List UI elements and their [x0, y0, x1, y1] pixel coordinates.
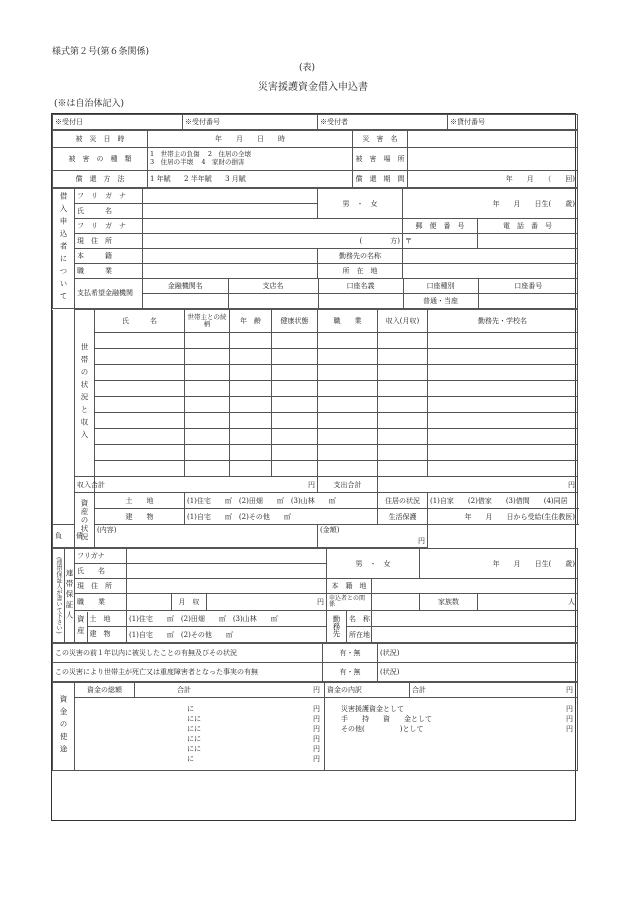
domicile-label: 本 籍	[75, 249, 143, 264]
guarantor-label: 連帯保証人	[65, 549, 75, 643]
applicant-sex[interactable]: 男 ・ 女	[318, 189, 403, 219]
cell[interactable]	[95, 461, 185, 477]
questions-table	[52, 643, 578, 682]
cell[interactable]	[230, 429, 272, 445]
account-holder-field[interactable]	[318, 294, 403, 309]
form-number: 様式第２号(第６条関係)	[52, 47, 150, 57]
postal-field[interactable]: 〒	[403, 234, 478, 249]
use-row	[77, 704, 322, 714]
cell[interactable]	[185, 333, 230, 349]
cell[interactable]	[272, 445, 318, 461]
damage-kind-options[interactable]	[148, 148, 353, 171]
welfare-label: 生活保護	[378, 509, 428, 525]
funds-breakdown-sum[interactable]	[410, 683, 578, 698]
funds-total-sum[interactable]	[135, 683, 325, 698]
building-label: 建 物	[95, 509, 185, 525]
loan-number: ※貸付番号	[448, 115, 578, 130]
guarantor-furigana-field[interactable]	[127, 549, 327, 564]
reception-date: ※受付日	[53, 115, 183, 130]
guarantor-relation-label: 申込者との関係	[327, 594, 372, 611]
table-row	[53, 365, 578, 381]
guarantor-sex[interactable]: 男 ・ 女	[327, 549, 420, 579]
guarantor-job-field[interactable]	[127, 594, 172, 611]
household-table	[52, 309, 578, 548]
cell[interactable]	[272, 333, 318, 349]
cell[interactable]	[185, 381, 230, 397]
payment-institution-label: 支払希望金融機関	[75, 279, 143, 309]
cell[interactable]	[230, 413, 272, 429]
building-field[interactable]: (1)自宅 ㎡ (2)その他 ㎡	[185, 509, 378, 525]
funds-breakdown-list[interactable]	[325, 698, 578, 771]
cell[interactable]	[185, 349, 230, 365]
question-death-disability: この災害により世帯主が死亡又は重度障害者となった事実の有無	[53, 663, 323, 682]
funds-use-label: 資金の使途	[53, 683, 75, 771]
breakdown-row: 災害援護資金として	[341, 705, 404, 713]
cell[interactable]	[378, 333, 428, 349]
use-yen: 円	[313, 725, 320, 733]
cell[interactable]	[378, 461, 428, 477]
funds-breakdown-label: 資金の内訳	[325, 683, 410, 698]
cell[interactable]	[378, 381, 428, 397]
applicant-section-continued	[53, 310, 75, 525]
guarantor-income-field[interactable]: 円	[207, 594, 327, 611]
cell[interactable]	[272, 429, 318, 445]
debt-amount-label: (金額)	[320, 526, 340, 534]
cell[interactable]	[230, 445, 272, 461]
answer-prior-disaster[interactable]: 有・無	[323, 644, 378, 663]
cell[interactable]	[185, 413, 230, 429]
debt-label: 負 債	[53, 525, 75, 548]
cell[interactable]	[272, 349, 318, 365]
use-yen: 円	[313, 755, 320, 763]
cell[interactable]	[185, 429, 230, 445]
guarantor-furigana-label: フリガナ	[75, 549, 127, 564]
col-age: 年 齢	[230, 310, 272, 333]
cell[interactable]	[272, 397, 318, 413]
use-text: に	[187, 705, 194, 713]
guarantor-asset-label: 資産	[75, 612, 87, 642]
guarantor-table	[52, 548, 578, 643]
side-label: (表)	[299, 63, 316, 73]
use-text: にに	[187, 735, 201, 743]
repay-method-label: 償 還 方 法	[53, 171, 148, 188]
residence-field[interactable]: (1)自家 (2)借家 (3)借間 (4)同居	[428, 493, 578, 509]
disaster-name-field[interactable]	[408, 131, 578, 148]
phone-field[interactable]	[478, 234, 578, 249]
account-type-field[interactable]: 普通・当座	[403, 294, 478, 309]
cell[interactable]	[272, 461, 318, 477]
guarantor-land-field[interactable]: (1)住宅 ㎡ (2)田畑 ㎡ (3)山林 ㎡	[127, 611, 327, 627]
table-row	[53, 429, 578, 445]
table-row	[53, 381, 578, 397]
residence-label: 住居の状況	[378, 493, 428, 509]
cell[interactable]	[95, 365, 185, 381]
branch-field[interactable]	[228, 294, 318, 309]
guarantor-land-label: 土 地	[87, 612, 127, 627]
table-row	[53, 461, 578, 477]
income-total-label: 収入合計	[75, 477, 95, 493]
guarantor-name-label: 氏 名	[75, 564, 127, 579]
cell[interactable]	[378, 445, 428, 461]
cell[interactable]	[230, 365, 272, 381]
use-text: にに	[187, 725, 201, 733]
applicant-furigana-label: フ リ ガ ナ	[75, 189, 143, 204]
guarantor-domicile-field[interactable]	[372, 579, 578, 594]
method-monthly: 3 月賦	[225, 175, 246, 183]
guarantor-relation-field[interactable]	[372, 594, 420, 611]
family-count-label: 家族数	[420, 594, 478, 611]
cell[interactable]	[185, 445, 230, 461]
cell[interactable]	[318, 365, 378, 381]
cell[interactable]	[428, 381, 578, 397]
damage-kind-label: 被 害 の 種 類	[53, 148, 148, 171]
cell[interactable]	[378, 429, 428, 445]
guarantor-work-name-label: 名 称	[347, 611, 372, 627]
use-yen: 円	[313, 745, 320, 753]
reception-table	[52, 114, 578, 130]
guarantor-work-loc-label: 所在地	[347, 627, 372, 643]
cell[interactable]	[378, 349, 428, 365]
address-furigana-label: フ リ ガ ナ	[75, 219, 143, 234]
damage-place-field[interactable]	[408, 148, 578, 171]
cell[interactable]	[185, 397, 230, 413]
col-name: 氏 名	[95, 310, 185, 333]
kind-1: 1 世帯主の負傷	[150, 150, 200, 159]
guarantor-domicile-label: 本 籍 地	[327, 579, 372, 594]
answer-death-disability[interactable]: 有・無	[323, 663, 378, 682]
repay-period-value[interactable]: 年 月 （ 回)	[408, 171, 578, 188]
table-row	[53, 333, 578, 349]
damage-place-label: 被 害 場 所	[353, 148, 408, 171]
cell[interactable]	[95, 381, 185, 397]
use-yen: 円	[313, 715, 320, 723]
method-semiannual: 2 半年賦	[184, 175, 212, 183]
table-row	[53, 413, 578, 429]
guarantor-address-field[interactable]	[127, 579, 327, 594]
kind-2: 2 住居の全壊	[207, 150, 252, 159]
land-label: 土 地	[95, 493, 185, 509]
guarantor-work-loc-field[interactable]	[372, 627, 578, 643]
bank-name-field[interactable]	[143, 294, 228, 309]
disaster-datetime-label: 被 災 日 時	[53, 131, 148, 148]
use-yen: 円	[313, 705, 320, 713]
cell[interactable]	[378, 365, 428, 381]
applicant-name-field[interactable]	[143, 204, 318, 219]
bank-grid	[143, 279, 578, 309]
guarantor-asset-block	[75, 611, 127, 643]
status-death-disability[interactable]: (状況)	[378, 663, 578, 682]
breakdown-yen: 円	[566, 715, 573, 723]
cell[interactable]	[230, 397, 272, 413]
cell[interactable]	[272, 365, 318, 381]
status-prior-disaster[interactable]: (状況)	[378, 644, 578, 663]
use-text: にに	[187, 745, 201, 753]
land-field[interactable]: (1)住宅 ㎡ (2)田畑 ㎡ (3)山林 ㎡	[185, 493, 378, 509]
use-row	[77, 754, 322, 764]
income-total-field[interactable]: 円	[95, 477, 318, 493]
expense-total-field[interactable]: 円	[378, 477, 578, 493]
account-holder-header: 口座名義	[318, 279, 403, 294]
cell[interactable]	[95, 349, 185, 365]
use-row	[77, 724, 322, 734]
cell[interactable]	[318, 413, 378, 429]
bank-name-header: 金融機関名	[143, 279, 228, 294]
assets-label: 資産の状況	[75, 493, 95, 548]
domicile-field[interactable]	[143, 249, 318, 264]
debt-yen: 円	[418, 537, 425, 545]
form-title: 災害援護資金借入申込書	[258, 82, 368, 93]
guarantor-birth[interactable]: 年 月 日生( 歳)	[420, 549, 578, 579]
breakdown-yen: 円	[566, 725, 573, 733]
cell[interactable]	[378, 397, 428, 413]
guarantor-building-field[interactable]: (1)自宅 ㎡ (2)その他 ㎡	[127, 627, 327, 643]
cell[interactable]	[428, 445, 578, 461]
cell[interactable]	[230, 461, 272, 477]
address-furigana-field[interactable]	[143, 219, 403, 234]
applicant-name-label: 氏 名	[75, 204, 143, 219]
cell[interactable]	[185, 365, 230, 381]
cell[interactable]	[428, 333, 578, 349]
disaster-table	[52, 130, 578, 188]
guarantor-work-label: 勤務先	[327, 611, 347, 643]
cell[interactable]	[318, 429, 378, 445]
cell[interactable]	[318, 349, 378, 365]
kind-3: 3 住居の半壊	[150, 158, 194, 166]
repay-period-label: 償 還 期 間	[353, 171, 408, 188]
cell[interactable]	[230, 381, 272, 397]
kind-4: 4 家財の損害	[201, 158, 245, 166]
account-type-header: 口座種別	[403, 279, 478, 294]
workplace-label: 勤務先の名称	[318, 249, 403, 264]
col-job: 職 業	[318, 310, 378, 333]
cell[interactable]	[230, 349, 272, 365]
account-number-header: 口座番号	[478, 279, 578, 294]
reception-person: ※受付者	[318, 115, 448, 130]
applicant-table	[52, 188, 578, 309]
debt-content[interactable]: (内容)	[95, 525, 318, 548]
cell[interactable]	[95, 429, 185, 445]
workplace-field[interactable]	[403, 249, 578, 264]
cell[interactable]	[428, 349, 578, 365]
welfare-field[interactable]: 年 月 日から受給(生住教医)	[428, 509, 578, 525]
postal-code-label: 郵 便 番 号	[403, 219, 478, 234]
location-field[interactable]	[403, 264, 578, 279]
cell[interactable]	[318, 381, 378, 397]
col-income: 収入(月収)	[378, 310, 428, 333]
col-workplace: 勤務先・学校名	[428, 310, 578, 333]
funds-breakdown-sum-label: 合計	[412, 686, 426, 694]
reception-number: ※受付番号	[183, 115, 318, 130]
account-number-field[interactable]	[478, 294, 578, 309]
applicant-furigana-field[interactable]	[143, 189, 318, 204]
table-row	[53, 397, 578, 413]
guarantor-work-name-field[interactable]	[372, 611, 578, 627]
funds-table	[52, 682, 578, 771]
cell[interactable]	[318, 461, 378, 477]
col-relation: 世帯主との続柄	[185, 310, 230, 333]
use-text: にに	[187, 715, 201, 723]
col-health: 健康状態	[272, 310, 318, 333]
funds-total-label: 資金の総額	[75, 683, 135, 698]
cell[interactable]	[272, 413, 318, 429]
cell[interactable]	[428, 429, 578, 445]
disaster-name-label: 災 害 名	[353, 131, 408, 148]
guarantor-job-label: 職 業	[75, 594, 127, 611]
cell[interactable]	[318, 445, 378, 461]
breakdown-row: その他( )として	[341, 725, 424, 733]
cell[interactable]	[95, 413, 185, 429]
question-prior-disaster: この災害の前１年以内に被災したことの有無及びその状況	[53, 644, 323, 663]
family-count-field[interactable]: 人	[478, 594, 578, 611]
household-label: 世帯の状況と収入	[75, 310, 95, 477]
application-form	[51, 113, 576, 821]
debt-amount[interactable]	[318, 525, 428, 548]
job-field[interactable]	[143, 264, 318, 279]
guarantor-note: (連帯保証人が書いて下さい)	[53, 549, 65, 643]
address-label: 現 住 所	[75, 234, 143, 249]
applicant-section-label: 借入申込者について	[53, 189, 75, 309]
breakdown-yen: 円	[566, 705, 573, 713]
cell[interactable]	[95, 445, 185, 461]
use-text: に	[187, 755, 194, 763]
branch-header: 支店名	[228, 279, 318, 294]
municipality-note: (※は自治体記入)	[54, 99, 125, 109]
use-row	[77, 714, 322, 724]
phone-label: 電 話 番 号	[478, 219, 578, 234]
funds-use-list[interactable]	[75, 698, 325, 771]
breakdown-yen-column	[566, 704, 573, 734]
table-row	[53, 445, 578, 461]
cell[interactable]	[428, 397, 578, 413]
guarantor-address-label: 現 住 所	[75, 579, 127, 594]
use-row	[77, 744, 322, 754]
table-row	[53, 349, 578, 365]
guarantor-building-label: 建 物	[89, 630, 111, 639]
cell[interactable]	[95, 397, 185, 413]
use-yen: 円	[313, 735, 320, 743]
disaster-datetime-value: 年 月 日 時	[148, 131, 353, 148]
funds-total-sum-label: 合計	[177, 686, 191, 694]
address-field[interactable]: ( 方)	[143, 234, 403, 249]
job-label: 職 業	[75, 264, 143, 279]
cell[interactable]	[230, 333, 272, 349]
expense-total-label: 支出合計	[318, 477, 378, 493]
method-annual: 1 年賦	[150, 175, 171, 183]
guarantor-name-field[interactable]	[127, 564, 327, 579]
cell[interactable]	[428, 365, 578, 381]
repay-method-options[interactable]	[148, 171, 353, 188]
cell[interactable]	[428, 461, 578, 477]
applicant-birth[interactable]: 年 月 日生( 歳)	[403, 189, 578, 219]
cell[interactable]	[272, 381, 318, 397]
cell[interactable]	[378, 413, 428, 429]
use-yen-column	[313, 704, 320, 764]
cell[interactable]	[318, 397, 378, 413]
funds-breakdown-yen: 円	[566, 686, 573, 694]
guarantor-income-label: 月 収	[172, 594, 207, 611]
cell[interactable]	[185, 461, 230, 477]
breakdown-row: 手 持 資 金として	[341, 715, 432, 723]
location-label: 所 在 地	[318, 264, 403, 279]
cell[interactable]	[318, 333, 378, 349]
cell[interactable]	[95, 333, 185, 349]
funds-total-yen: 円	[313, 686, 320, 694]
cell[interactable]	[428, 413, 578, 429]
use-row	[77, 734, 322, 744]
